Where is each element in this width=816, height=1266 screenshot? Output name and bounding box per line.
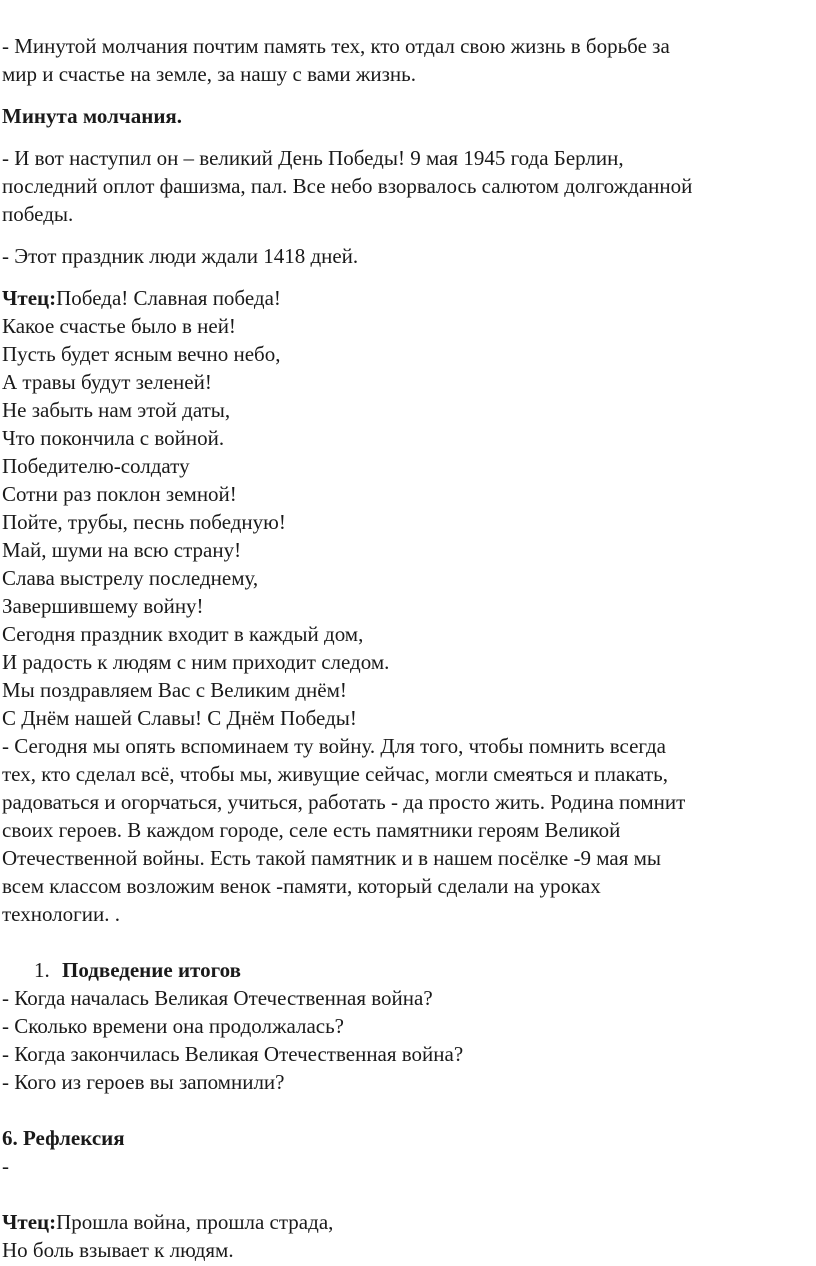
spacer xyxy=(2,1180,816,1208)
days-paragraph: - Этот праздник люди ждали 1418 дней. xyxy=(2,244,359,268)
question-line: - Кого из героев вы запомнили? xyxy=(2,1070,285,1094)
text-line: последний оплот фашизма, пал. Все небо взорвалось салютом долгожданной xyxy=(2,174,693,198)
poem-line: Не забыть нам этой даты, xyxy=(2,398,231,422)
reader-label: Чтец: xyxy=(2,286,57,310)
reflection-heading: 6. Рефлексия xyxy=(2,1126,125,1150)
poem-line: Слава выстрелу последнему, xyxy=(2,566,259,590)
poem-first-line xyxy=(2,284,816,312)
poem-line: Но боль взывает к людям. xyxy=(2,1238,234,1262)
text-line: - И вот наступил он – великий День Победы! 9 мая 1945 года Берлин, xyxy=(2,146,624,170)
summary-list-item xyxy=(2,956,816,984)
question-line: - Когда началась Великая Отечественная война? xyxy=(2,986,433,1010)
poem-line: Пусть будет ясным вечно небо, xyxy=(2,342,281,366)
poem-line: Прошла война, прошла страда, xyxy=(56,1210,334,1234)
summary-questions xyxy=(2,984,816,1096)
summary-heading: Подведение итогов xyxy=(62,958,241,982)
poem-line: Сегодня праздник входит в каждый дом, xyxy=(2,622,364,646)
poem-line: Сотни раз поклон земной! xyxy=(2,482,237,506)
poem-line: Мы поздравляем Вас с Великим днём! xyxy=(2,678,347,702)
text-line: - Минутой молчания почтим память тех, кто отдал свою жизнь в борьбе за xyxy=(2,34,670,58)
question-line: - Когда закончилась Великая Отечественная война? xyxy=(2,1042,464,1066)
list-number: 1. xyxy=(34,958,50,982)
poem-line: Какое счастье было в ней! xyxy=(2,314,236,338)
poem-line: Пойте, трубы, песнь победную! xyxy=(2,510,286,534)
poem-line: А травы будут зеленей! xyxy=(2,370,212,394)
reflection-dash: - xyxy=(2,1154,9,1178)
poem-line: Май, шуми на всю страну! xyxy=(2,538,242,562)
remembrance-paragraph xyxy=(2,732,816,928)
poem-line: И радость к людям с ним приходит следом. xyxy=(2,650,390,674)
text-line: радоваться и огорчаться, учиться, работать - да просто жить. Родина помнит xyxy=(2,790,686,814)
text-line: мир и счастье на земле, за нашу с вами жизнь. xyxy=(2,62,416,86)
intro-paragraph xyxy=(2,32,816,88)
text-line: - Сегодня мы опять вспоминаем ту войну. Для того, чтобы помнить всегда xyxy=(2,734,666,758)
text-line: тех, кто сделал всё, чтобы мы, живущие сейчас, могли смеяться и плакать, xyxy=(2,762,669,786)
poem-line: Победителю-солдату xyxy=(2,454,190,478)
question-line: - Сколько времени она продолжалась? xyxy=(2,1014,344,1038)
poem-line: Что покончила с войной. xyxy=(2,426,225,450)
text-line: всем классом возложим венок -памяти, который сделали на уроках xyxy=(2,874,601,898)
reader-poem-2 xyxy=(2,1208,816,1264)
silence-heading: Минута молчания. xyxy=(2,104,183,128)
reader-label: Чтец: xyxy=(2,1210,57,1234)
text-line: технологии. . xyxy=(2,902,121,926)
victory-day-paragraph xyxy=(2,144,816,228)
spacer xyxy=(2,1096,816,1124)
reader-poem-1 xyxy=(2,284,816,732)
poem-line: Завершившему войну! xyxy=(2,594,204,618)
poem-line: Победа! Славная победа! xyxy=(56,286,281,310)
text-line: своих героев. В каждом городе, селе есть памятники героям Великой xyxy=(2,818,621,842)
reflection-section xyxy=(2,1124,816,1180)
poem-first-line xyxy=(2,1208,816,1236)
poem-line: С Днём нашей Славы! С Днём Победы! xyxy=(2,706,357,730)
text-line: Отечественной войны. Есть такой памятник и в нашем посёлке -9 мая мы xyxy=(2,846,662,870)
text-line: победы. xyxy=(2,202,74,226)
spacer xyxy=(2,928,816,956)
